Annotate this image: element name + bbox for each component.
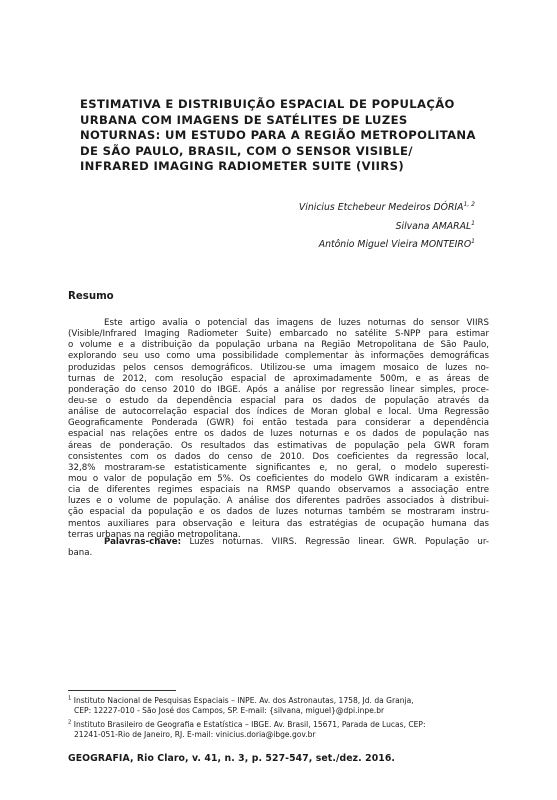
title-line: URBANA COM IMAGENS DE SATÉLITES DE LUZES (80, 112, 408, 127)
keywords-line (68, 537, 489, 548)
author-list (299, 199, 475, 255)
title-line: NOTURNAS: UM ESTUDO PARA A REGIÃO METROPOLITANA (80, 128, 476, 143)
footnote-text: CEP: 12227-010 - São José dos Campos, SP. E-mail: {silvana, miguel}@dpi.inpe.br (74, 706, 385, 715)
abstract-line: produzidas pelos censos demográficos. Utilizou-se uma imagem mosaico de luzes no- (68, 362, 489, 373)
footnotes (68, 696, 489, 744)
journal-citation: GEOGRAFIA, Rio Claro, v. 41, n. 3, p. 527-547, set./dez. 2016. (68, 753, 396, 764)
footnote-text: Instituto Nacional de Pesquisas Espaciais – INPE. Av. dos Astronautas, 1758, Jd. da Granja, (73, 696, 414, 705)
abstract-line: áreas de ponderação. Os resultados das estimativas de população pela GWR foram (68, 440, 489, 451)
footnote-mark: 2 (68, 719, 72, 726)
abstract-line: (Visible/Infrared Imaging Radiometer Suite) embarcado no satélite S-NPP para estimar (68, 329, 489, 340)
author: Silvana AMARAL$^1$ (395, 219, 475, 232)
abstract-line: ção espacial da população e os dados de luzes noturnas também se mostraram instru- (68, 507, 489, 518)
abstract-line: deu-se o estudo da dependência espacial para os dados de população através da (68, 395, 489, 406)
abstract-line: cia de diferentes regimes espaciais na RMSP quando observamos a associação entre (68, 485, 489, 496)
keywords-line: bana. (68, 548, 93, 559)
abstract-line: mou o valor de população em 5%. Os coeficientes do modelo GWR indicaram a existên- (68, 473, 489, 484)
abstract-line: ponderação do censo 2010 do IBGE. Após a análise por regressão linear simples, proce- (68, 384, 489, 395)
abstract-line: Geograficamente Ponderada (GWR) foi então testada para considerar a dependência (68, 418, 489, 429)
footnote-text: Instituto Brasileiro de Geografia e Estatística – IBGE. Av. Brasil, 15671, Parada de Lucas, CEP: (73, 720, 426, 729)
abstract-line: terras urbanas na região metropolitana. (68, 529, 241, 540)
author-affiliation-mark: 1 (471, 237, 475, 245)
footnote-affiliation (68, 720, 489, 740)
author-affiliation-mark: 1 (471, 219, 475, 227)
abstract-line: o volume e a distribuição da população urbana na Região Metropolitana de São Paulo, (68, 340, 489, 351)
abstract-line: explorando seu uso como uma possibilidade complementar às informações demográficas (68, 351, 489, 362)
abstract-line: turnas de 2012, com resolução espacial de aproximadamente 500m, e as áreas de (68, 373, 489, 384)
abstract-line: Este artigo avalia o potencial das imagens de luzes noturnas do sensor VIIRS (104, 318, 489, 328)
footnote-affiliation (68, 696, 489, 716)
keywords-text: Luzes noturnas. VIIRS. Regressão linear. GWR. População ur- (189, 537, 490, 547)
footnote-text: 21241-051-Rio de Janeiro, RJ. E-mail: vinicius.doria@ibge.gov.br (74, 730, 316, 739)
author: Antônio Miguel Vieira MONTEIRO$^1$ (318, 237, 475, 250)
abstract-line: mentos auxiliares para observação e leitura das estratégias de ocupação humana das (68, 518, 489, 529)
abstract-line: espacial nas relações entre os dados de luzes noturnas e os dados de população nas (68, 429, 489, 440)
footnote-mark: 1 (68, 695, 72, 702)
keywords-label: Palavras-chave: (104, 537, 182, 547)
keywords (68, 537, 489, 559)
abstract-body (68, 318, 489, 541)
abstract-line: consistentes com os dados do censo de 2010. Dos coeficientes da regressão local, (68, 451, 489, 462)
footnote-divider (68, 690, 176, 691)
abstract-line: 32,8% mostraram-se estatisticamente significantes e, no geral, o modelo superesti- (68, 462, 489, 473)
author: Vinicius Etchebeur Medeiros DÓRIA$^{1, 2}$ (298, 200, 475, 213)
title-line: ESTIMATIVA E DISTRIBUIÇÃO ESPACIAL DE POPULAÇÃO (80, 97, 455, 111)
author-affiliation-mark: 1, 2 (463, 200, 475, 208)
title-line: INFRARED IMAGING RADIOMETER SUITE (VIIRS) (80, 159, 404, 174)
abstract-line: luzes e o volume de população. A análise dos diferentes padrões associados à distribui- (68, 496, 489, 507)
abstract-heading: Resumo (68, 291, 114, 302)
abstract-line: análise de autocorrelação espacial dos índices de Moran global e local. Uma Regressão (68, 407, 489, 418)
title-line: DE SÃO PAULO, BRASIL, COM O SENSOR VISIBLE/ (80, 143, 413, 158)
article-title (80, 97, 480, 175)
